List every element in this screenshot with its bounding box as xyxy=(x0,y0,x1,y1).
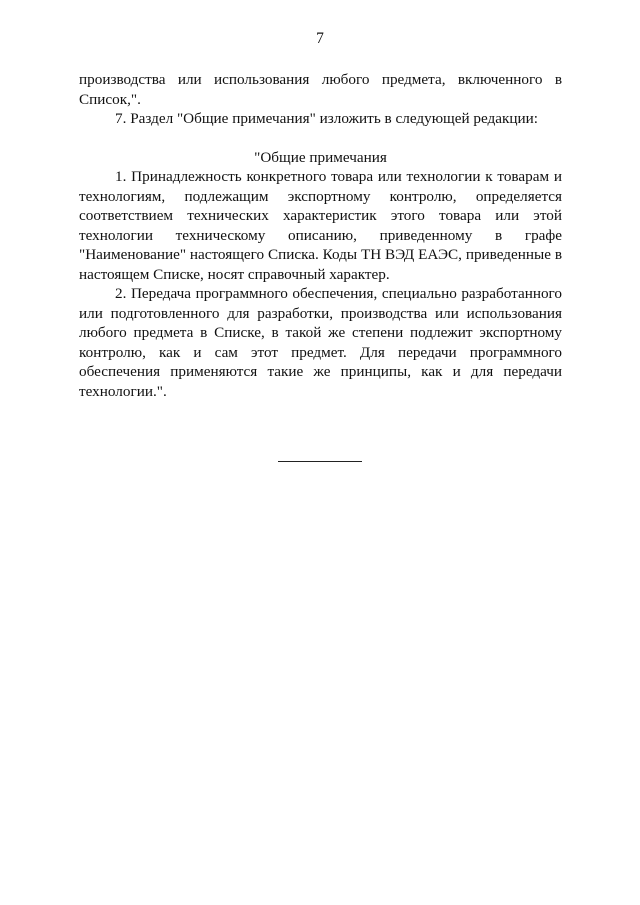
document-body xyxy=(79,70,562,401)
note-1-paragraph: 1. Принадлежность конкретного товара или технологии к товарам и технологиям, подлежащим экспортному контролю, определяется соответствием технических характеристик этого товара или этой технологии техническому описанию, приведенному в графе "Наименование" настоящего Списка. Коды ТН ВЭД ЕАЭС, приведенные в настоящем Списке, носят справочный характер. xyxy=(79,168,562,283)
end-divider xyxy=(278,461,362,462)
continuation-paragraph: производства или использования любого предмета, включенного в Список,". xyxy=(79,71,562,108)
note-2-paragraph: 2. Передача программного обеспечения, специально разработанного или подготовленного для разработки, производства или использования любого предмета в Списке, в такой же степени подлежит экспортному контролю, как и сам этот предмет. Для передачи программного обеспечения применяются такие же принципы, как и для передачи технологии.". xyxy=(79,285,562,400)
page-number: 7 xyxy=(316,30,324,47)
item-7-paragraph: 7. Раздел "Общие примечания" изложить в следующей редакции: xyxy=(115,110,538,127)
general-notes-heading: "Общие примечания xyxy=(254,148,387,166)
